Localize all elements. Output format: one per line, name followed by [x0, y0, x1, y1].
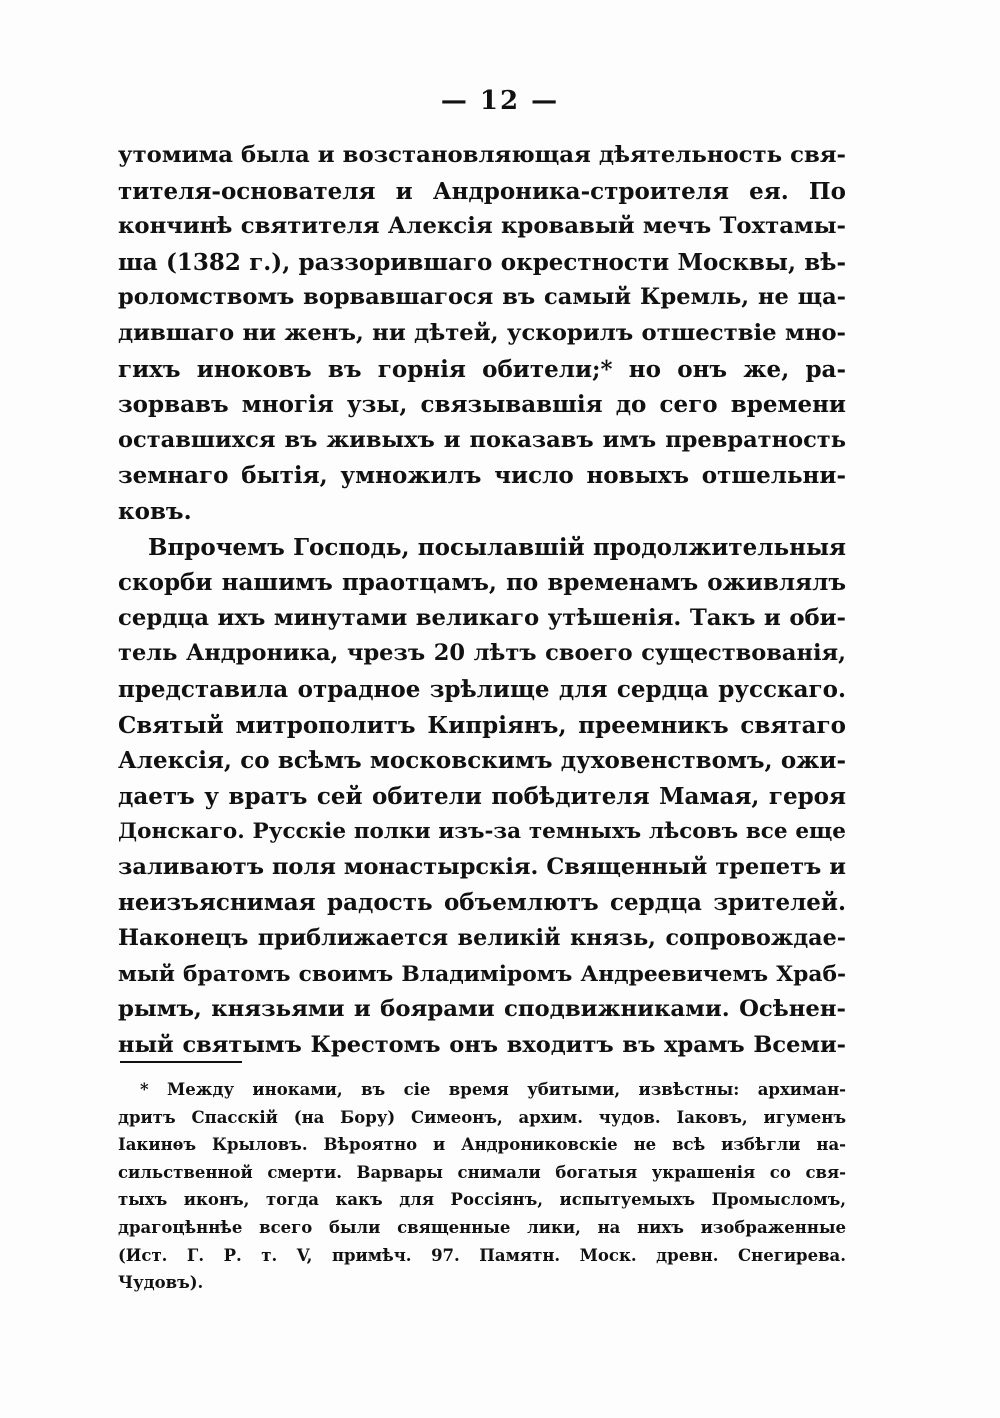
- footnote-line: Чудовъ).: [118, 1273, 204, 1293]
- text-line: мый братомъ своимъ Владиміромъ Андреевичемъ Храб-: [118, 961, 846, 987]
- text-line: заливаютъ поля монастырскія. Священный трепетъ и: [118, 853, 846, 880]
- text-line: сердца ихъ минутами великаго утѣшенія. Такъ и оби-: [118, 604, 846, 631]
- text-line: оставшихся въ живыхъ и показавъ имъ превратность: [118, 426, 846, 453]
- footnote-line: драгоцѣннѣе всего были священные лики, на нихъ изображенные: [118, 1217, 846, 1237]
- text-line: земнаго бытія, умножилъ число новыхъ отшельни-: [118, 462, 846, 490]
- footnote-line: сильственной смерти. Варвары снимали богатыя украшенія со свя-: [118, 1162, 846, 1182]
- text-line: даетъ у вратъ сей обители побѣдителя Мамая, героя: [118, 782, 846, 810]
- text-line: Святый митрополитъ Кипріянъ, преемникъ святаго: [118, 711, 846, 739]
- footnote-line: * Между иноками, въ сіе время убитыми, извѣстны: архиман-: [140, 1080, 846, 1099]
- text-line: ный святымъ Крестомъ онъ входитъ въ храмъ Всеми-: [118, 1031, 846, 1058]
- text-line: тителя-основателя и Андроника-строителя ея. По: [118, 177, 846, 205]
- text-line: ша (1382 г.), раззорившаго окрестности Москвы, вѣ-: [118, 248, 846, 276]
- text-line: гихъ иноковъ въ горнія обители;* но онъ же, ра-: [118, 355, 846, 383]
- page-number: — 12 —: [440, 86, 560, 116]
- text-line: неизъяснимая радость объемлютъ сердца зрителей.: [118, 889, 846, 917]
- footnote: [118, 1076, 846, 1297]
- footnote-divider: [120, 1061, 242, 1063]
- text-line: скорби нашимъ праотцамъ, по временамъ оживлялъ: [118, 569, 846, 597]
- footnote-line: (Ист. Г. Р. т. V, примѣч. 97. Памятн. Моск. древн. Снегирева.: [118, 1245, 846, 1265]
- text-line: представила отрадное зрѣлище для сердца русскаго.: [118, 675, 846, 703]
- text-line: Впрочемъ Господь, посылавшій продолжительныя: [148, 533, 846, 561]
- text-line: роломствомъ ворвавшагося въ самый Кремль, не ща-: [118, 284, 846, 311]
- text-line: рымъ, князьями и боярами сподвижниками. Осѣнен-: [118, 996, 846, 1023]
- text-line: зорвавъ многія узы, связывавшія до сего времени: [118, 391, 846, 419]
- text-line: Алексія, со всѣмъ московскимъ духовенствомъ, ожи-: [118, 747, 846, 775]
- text-line: тель Андроника, чрезъ 20 лѣтъ своего существованія,: [118, 640, 846, 667]
- text-line: кончинѣ святителя Алексія кровавый мечъ Тохтамы-: [118, 213, 846, 240]
- footnote-line: дритъ Спасскій (на Бору) Симеонъ, архим. чудов. Іаковъ, игуменъ: [118, 1107, 846, 1127]
- footnote-line: Іакинѳъ Крыловъ. Вѣроятно и Андрониковскіе не всѣ избѣгли на-: [118, 1135, 846, 1155]
- text-line: Донскаго. Русскіе полки изъ-за темныхъ лѣсовъ все еще: [118, 819, 846, 845]
- text-line: утомима была и возстановляющая дѣятельность свя-: [118, 142, 846, 168]
- main-text: [118, 138, 846, 1063]
- footnote-line: тыхъ иконъ, тогда какъ для Россіянъ, испытуемыхъ Промысломъ,: [118, 1190, 846, 1210]
- text-line: Наконецъ приближается великій князь, сопровождае-: [118, 925, 846, 952]
- text-line: ковъ.: [118, 497, 192, 525]
- text-line: дившаго ни женъ, ни дѣтей, ускорилъ отшествіе мно-: [118, 319, 846, 346]
